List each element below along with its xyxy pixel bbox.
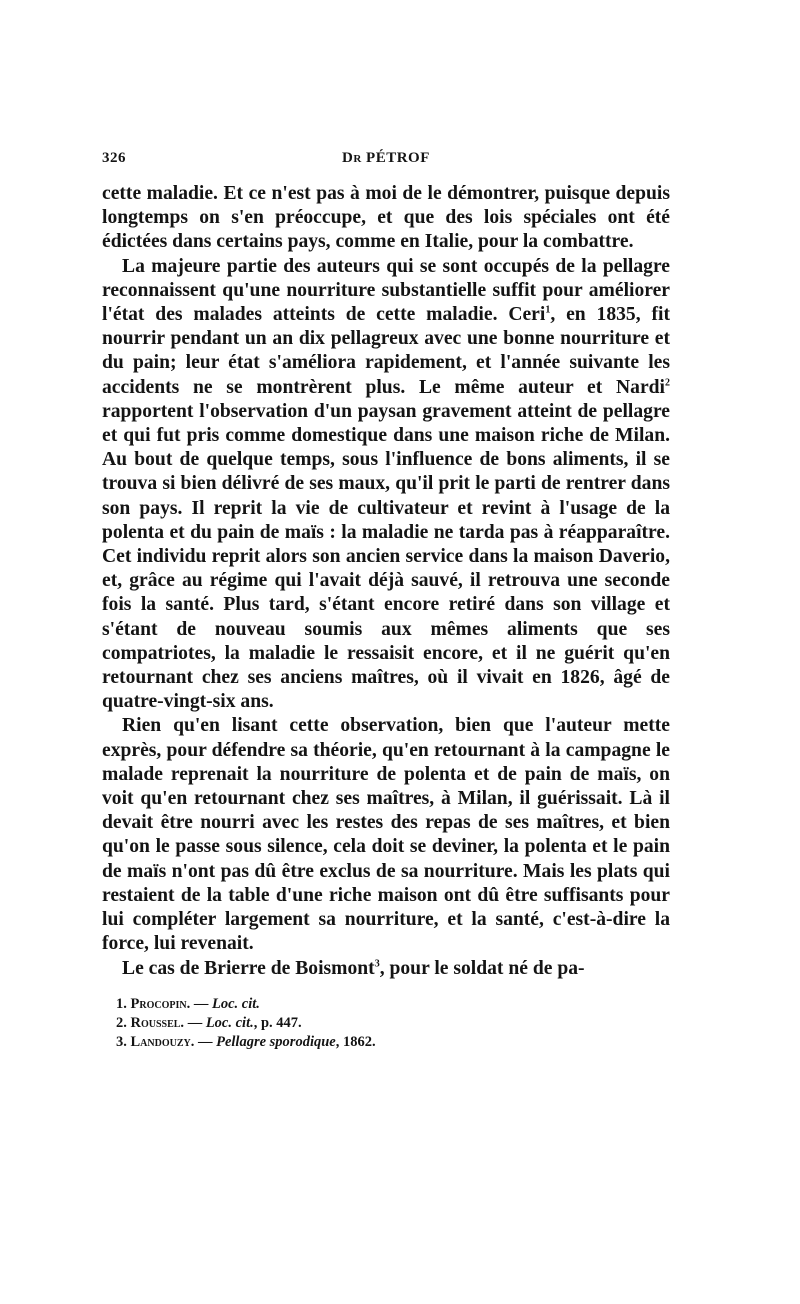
- footnote-rest: , 1862.: [335, 1033, 376, 1050]
- paragraph: [102, 182, 670, 255]
- footnote-title: Pellagre sporodique: [216, 1033, 336, 1050]
- paragraph-text: Rien qu'en lisant cette observation, bien que l'auteur mette exprès, pour défendre sa théorie, qu'en retournant à la campagne le malade reprenait la nourriture de polenta et de pain de maïs, on voit qu'en retournant chez ses maîtres, à Milan, il guérissait. Là il devait être nourri avec les restes des repas de ses maîtres, et bien qu'on le passe sous silence, cela doit se deviner, la polenta et le pain de maïs n'ont pas dû être exclus de sa nourriture. Mais les plats qui restaient de la table d'une riche maison ont dû être suffisants pour lui compléter largement sa nourriture, et la santé, c'est-à-dire la force, lui revenait.: [102, 715, 670, 955]
- paragraph-text: Le cas de Brierre de Boismont: [122, 957, 375, 979]
- footnote: [116, 995, 670, 1014]
- paragraph: [102, 255, 670, 715]
- footnote-number: 3.: [116, 1033, 127, 1050]
- footnote-separator: —: [194, 1033, 217, 1050]
- footnote-number: 1.: [116, 995, 127, 1012]
- paragraph-text: , pour le soldat né de pa-: [379, 957, 585, 979]
- footnote-marker: 2: [665, 377, 670, 389]
- footnote-rest: , p. 447.: [253, 1014, 302, 1031]
- running-head: [102, 146, 670, 172]
- book-page: [102, 146, 670, 1052]
- paragraph: [102, 957, 670, 981]
- footnote-title: Loc. cit.: [211, 995, 260, 1012]
- running-title: Dr PÉTROF: [342, 150, 430, 166]
- footnote-author: Roussel.: [130, 1014, 185, 1031]
- footnote-author: Landouzy.: [130, 1033, 195, 1050]
- footnote: [116, 1033, 670, 1052]
- paragraph-text: cette maladie. Et ce n'est pas à moi de le démontrer, puisque depuis longtemps on s'en préoccupe, et que des lois spéciales ont été édictées dans certains pays, comme en Italie, pour la combattre.: [102, 183, 670, 253]
- footnotes: [116, 995, 670, 1052]
- paragraph-text: , en 1835, fit nourrir pendant un an dix pellagreux avec une bonne nourriture et du pain; leur état s'améliora rapidement, et l'année suivante les accidents ne se montrèrent plus. Le même auteur et Nardi: [102, 304, 670, 398]
- footnote-separator: —: [184, 1014, 206, 1031]
- footnote-separator: —: [190, 995, 212, 1012]
- footnote-number: 2.: [116, 1014, 127, 1031]
- footnote-title: Loc. cit.: [205, 1014, 254, 1031]
- body-text: [102, 182, 670, 981]
- paragraph-text: rapportent l'observation d'un paysan gravement atteint de pellagre et qui fut pris comme domestique dans une maison riche de Milan. Au bout de quelque temps, sous l'influence de bons aliments, il se trouva si bien délivré de ses maux, qu'il prit le parti de rentrer dans son pays. Il reprit la vie de cultivateur et revint à l'usage de la polenta et du pain de maïs : la maladie ne tarda pas à réapparaître. Cet individu reprit alors son ancien service dans la maison Daverio, et, grâce au régime qui l'avait déjà sauvé, il retrouva une seconde fois la santé. Plus tard, s'étant encore retiré dans son village et s'étant de nouveau soumis aux mêmes aliments que ses compatriotes, la maladie le ressaisit encore, et il ne guérit qu'en retournant chez ses anciens maîtres, où il vivait en 1826, âgé de quatre-vingt-six ans.: [102, 400, 670, 713]
- footnote-marker: 3: [374, 957, 380, 969]
- paragraph-text: La majeure partie des auteurs qui se sont occupés de la pellagre reconnaissent qu'une nourriture substantielle suffit pour améliorer l'état des malades atteints de cette maladie. Ceri: [102, 255, 670, 326]
- footnote: [116, 1014, 670, 1033]
- footnote-author: Procopin.: [130, 995, 191, 1012]
- page-number: 326: [102, 150, 126, 166]
- footnote-marker: 1: [545, 304, 551, 316]
- paragraph: [102, 714, 670, 956]
